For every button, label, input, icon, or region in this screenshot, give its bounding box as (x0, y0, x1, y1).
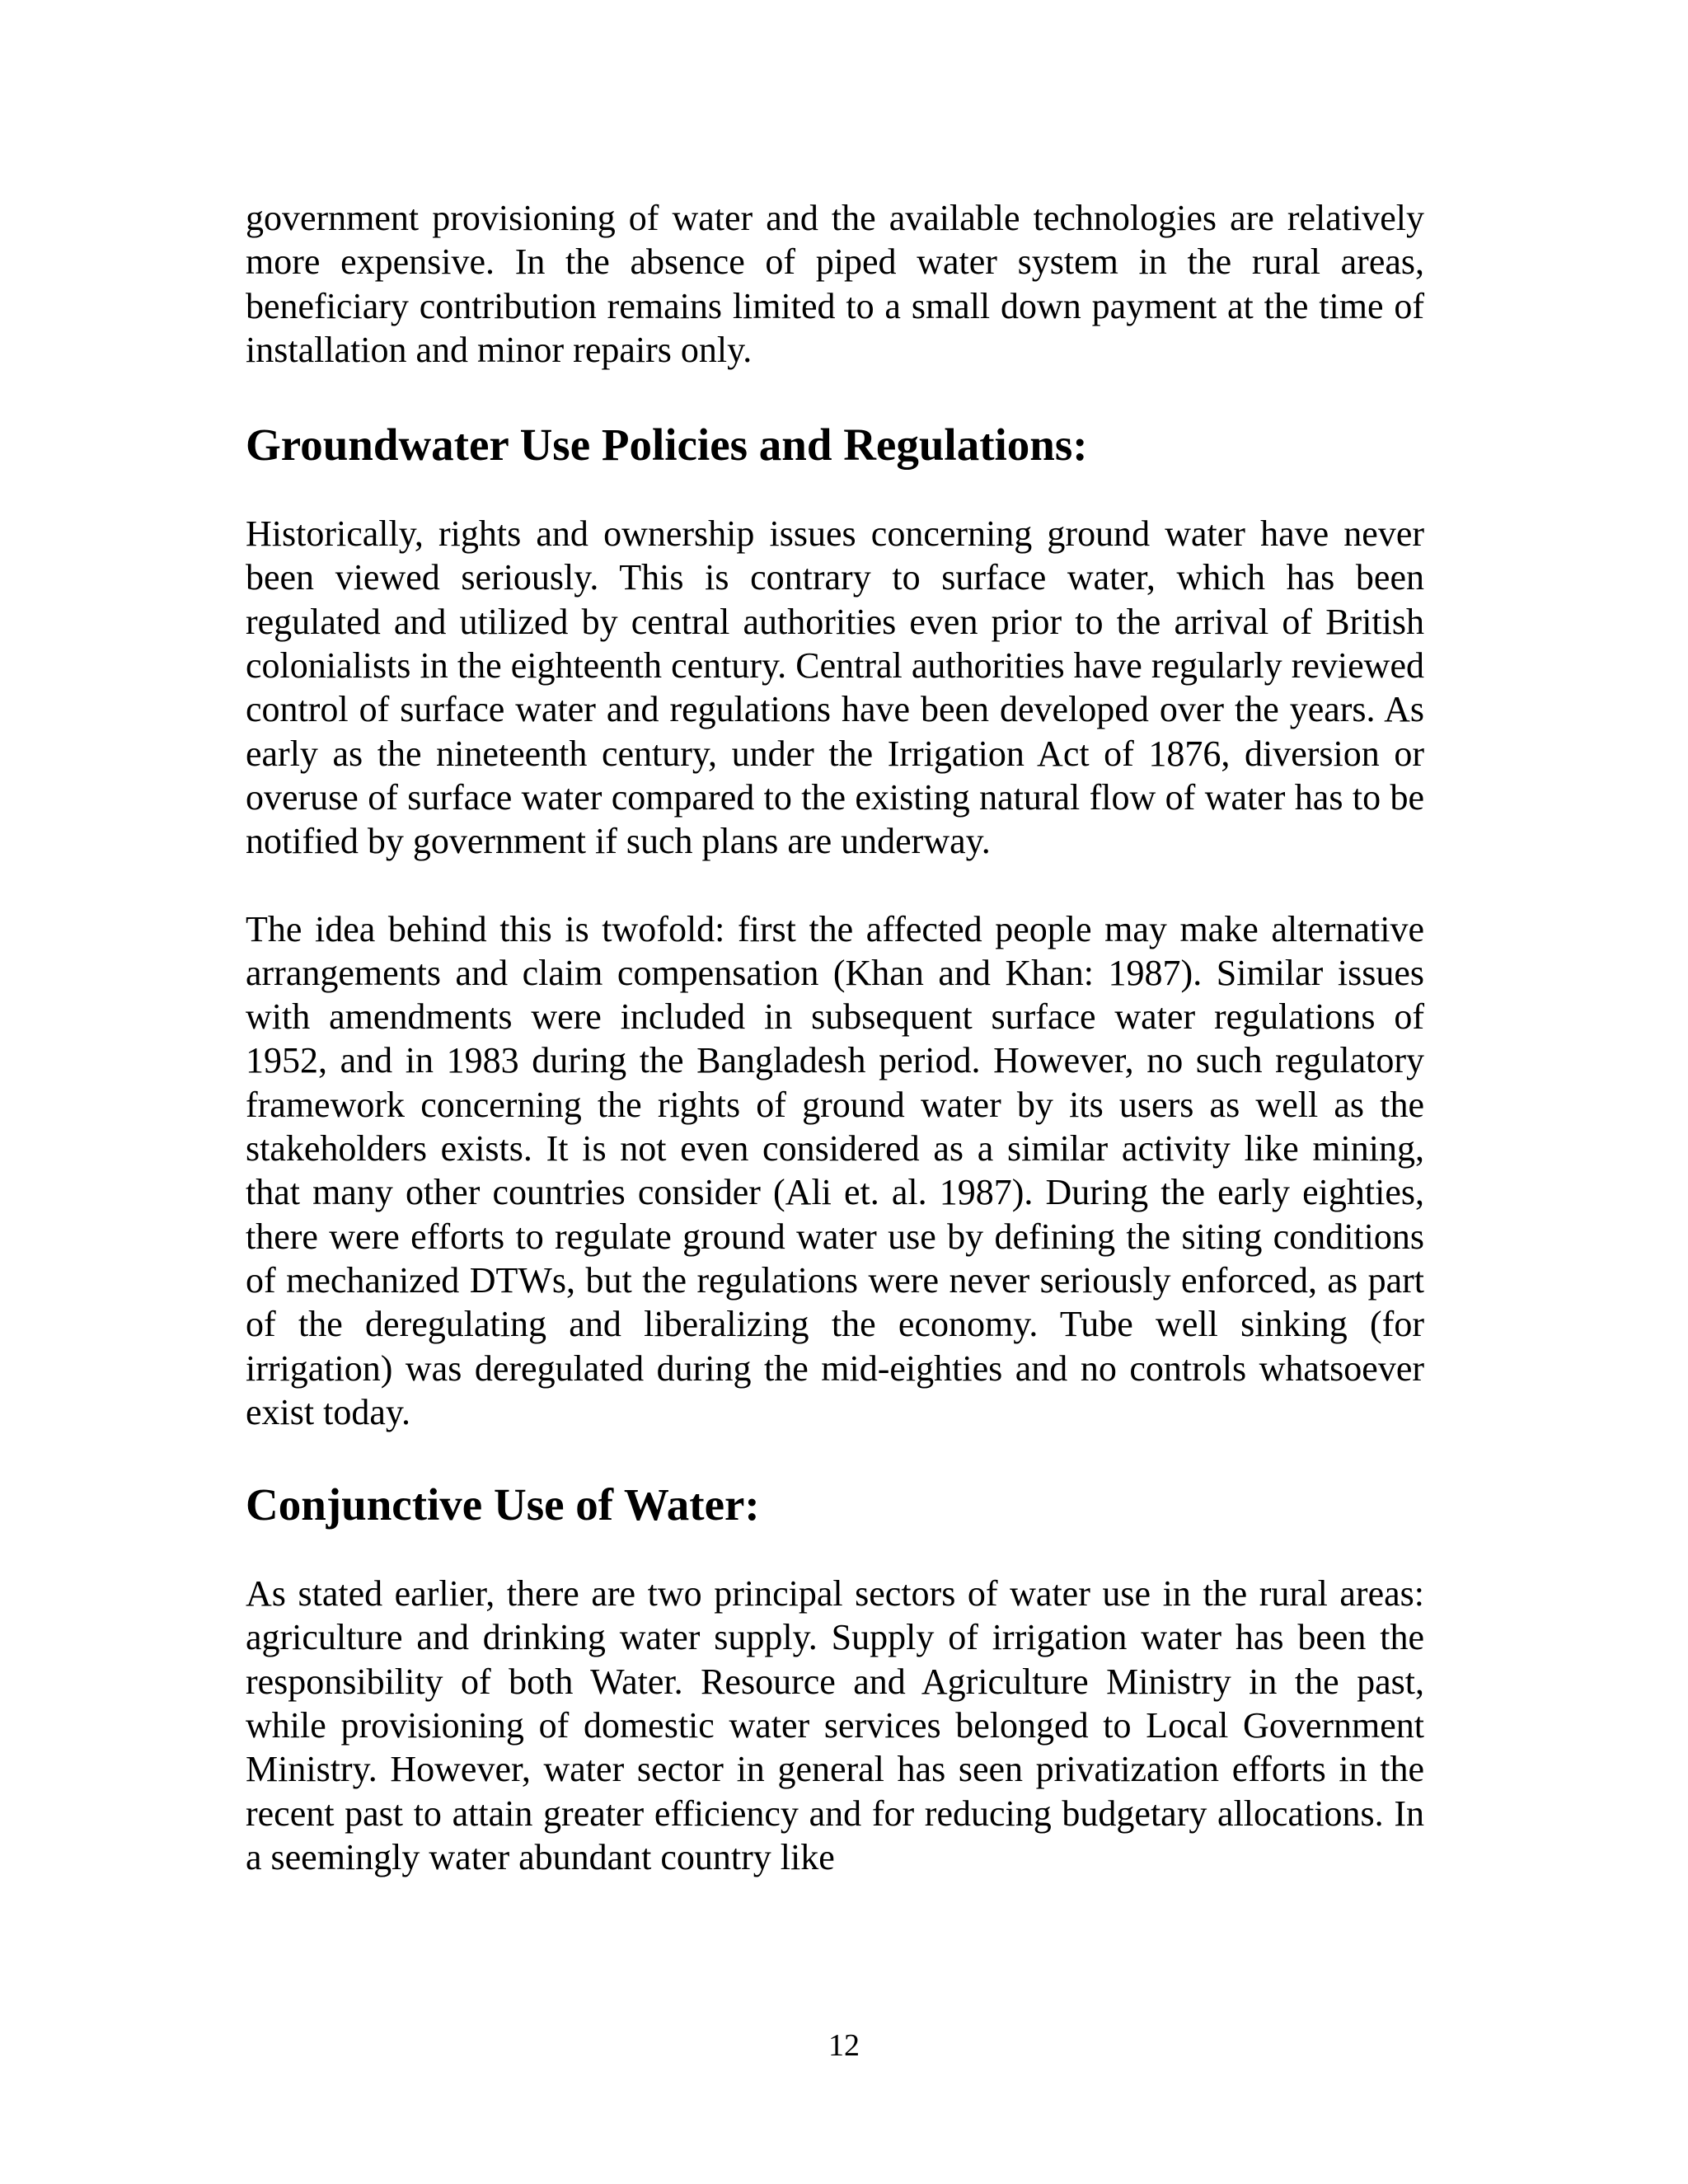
page-content (246, 196, 1424, 1879)
paragraph-regulatory-framework: The idea behind this is twofold: first the affected people may make alternative arrangements and claim compensation (Khan and Khan: 1987). Similar issues with amendments were included in subsequent surface water regulations of 1952, and in 1983 during the Bangladesh period. However, no such regulatory framework concerning the rights of ground water by its users as well as the stakeholders exists. It is not even considered as a similar activity like mining, that many other countries consider (Ali et. al. 1987). During the early eighties, there were efforts to regulate ground water use by defining the siting conditions of mechanized DTWs, but the regulations were never seriously enforced, as part of the deregulating and liberalizing the economy. Tube well sinking (for irrigation) was deregulated during the mid-eighties and no controls whatsoever exist today. (246, 908, 1424, 1432)
heading-conjunctive-use: Conjunctive Use of Water: (246, 1479, 760, 1530)
page-number: 12 (828, 2028, 860, 2063)
heading-groundwater-policies: Groundwater Use Policies and Regulations: (246, 419, 1088, 471)
paragraph-water-sectors: As stated earlier, there are two principal sectors of water use in the rural areas: agriculture and drinking water supply. Supply of irrigation water has been the responsibility of both Water. Resource and Agriculture Ministry in the past, while provisioning of domestic water services belonged to Local Government Ministry. However, water sector in general has seen privatization efforts in the recent past to attain greater efficiency and for reducing budgetary allocations. In a seemingly water abundant country like (246, 1573, 1424, 1877)
paragraph-rights-ownership: Historically, rights and ownership issues concerning ground water have never been viewed seriously. This is contrary to surface water, which has been regulated and utilized by central authorities even prior to the arrival of British colonialists in the eighteenth century. Central authorities have regularly reviewed control of surface water and regulations have been developed over the years. As early as the nineteenth century, under the Irrigation Act of 1876, diversion or overuse of surface water compared to the existing natural flow of water has to be notified by government if such plans are underway. (246, 513, 1424, 862)
paragraph-water-provisioning: government provisioning of water and the available technologies are relatively more expensive. In the absence of piped water system in the rural areas, beneficiary contribution remains limited to a small down payment at the time of installation and minor repairs only. (246, 198, 1424, 370)
